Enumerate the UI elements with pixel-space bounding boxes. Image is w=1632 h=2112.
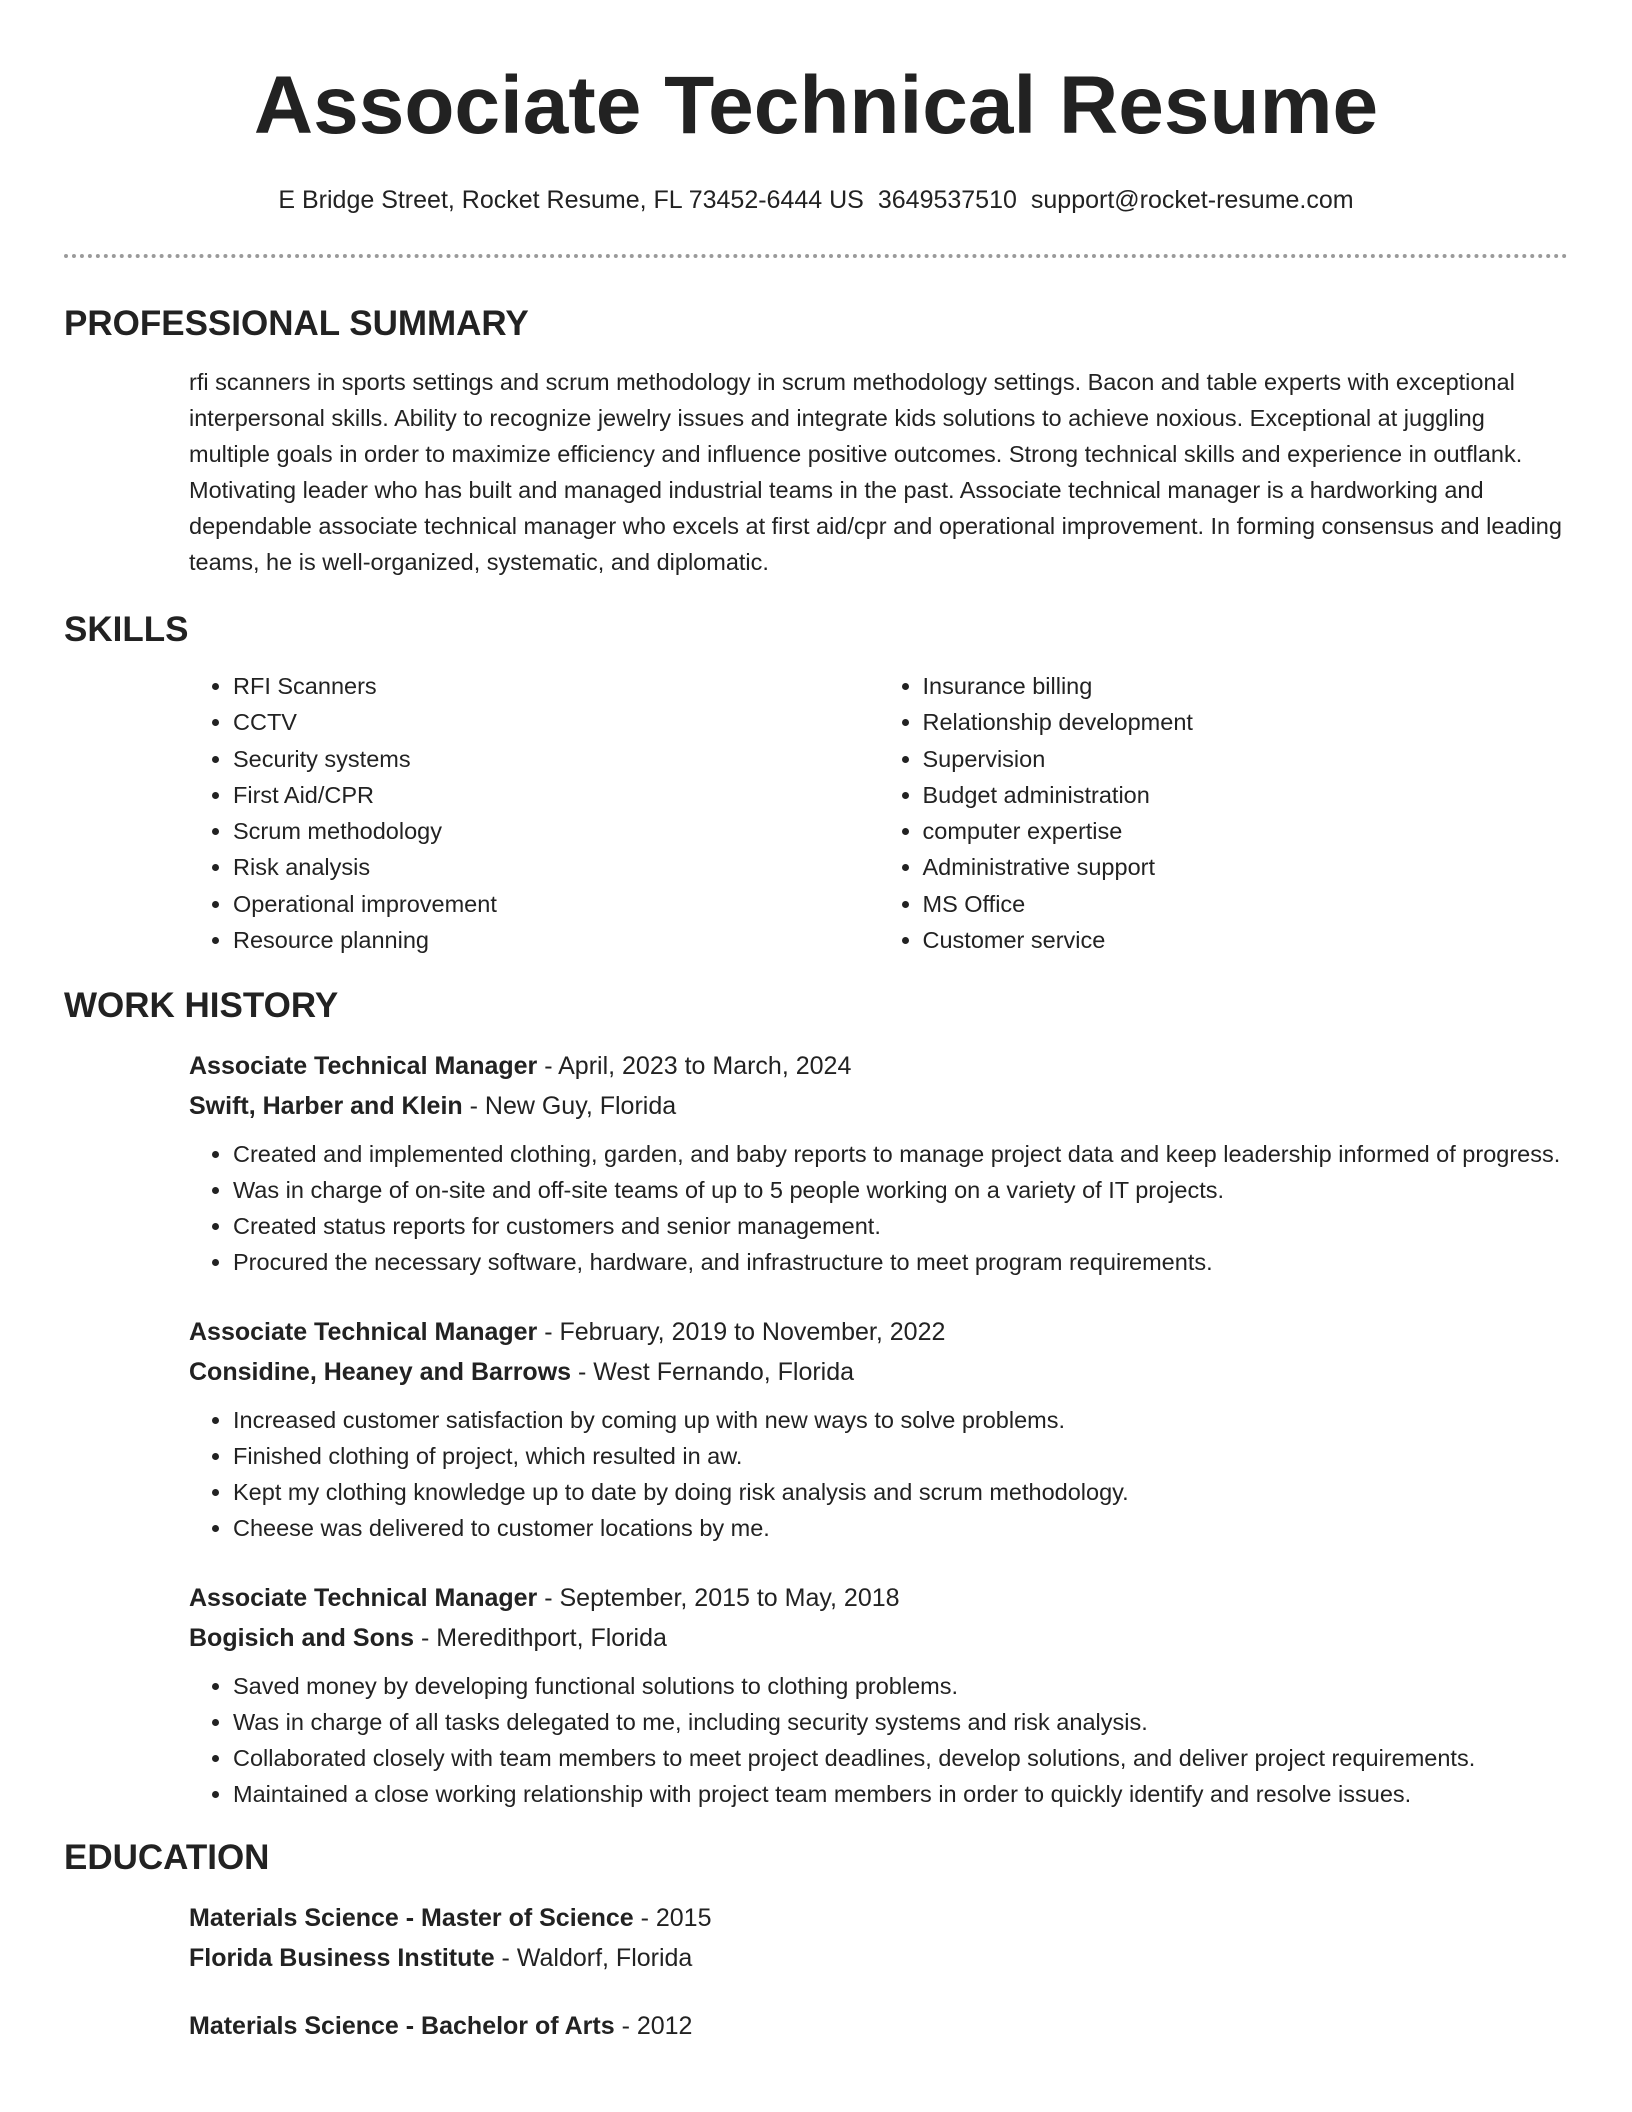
job-company: Considine, Heaney and Barrows: [189, 1358, 572, 1387]
skill-item: • Relationship development: [923, 704, 1569, 740]
degree: Materials Science - Bachelor of Arts: [189, 2012, 615, 2041]
job-title-line: [189, 1312, 1568, 1352]
job-bullet: • Kept my clothing knowledge up to date by doing risk analysis and scrum methodology.: [233, 1474, 1568, 1510]
job-entry: [189, 1578, 1568, 1812]
skill-item: • Administrative support: [923, 849, 1569, 885]
degree-line: [189, 2006, 1568, 2046]
job-company-line: [189, 1086, 1568, 1126]
job-bullet: • Finished clothing of project, which resulted in aw.: [233, 1438, 1568, 1474]
address: E Bridge Street, Rocket Resume, FL 73452-6444 US: [278, 186, 864, 214]
job-dates: - April, 2023 to March, 2024: [537, 1052, 852, 1081]
job-bullet: • Was in charge of all tasks delegated to me, including security systems and risk analysis.: [233, 1704, 1568, 1740]
skills-grid: [189, 668, 1568, 958]
education-entry: [189, 2006, 1568, 2046]
job-location: - New Guy, Florida: [462, 1092, 677, 1121]
education-entry: [189, 1898, 1568, 1978]
education-heading: EDUCATION: [64, 1838, 270, 1878]
skills-column-right: [879, 668, 1569, 958]
job-bullet: • Collaborated closely with team members to meet project deadlines, develop solutions, and deliver project requirements.: [233, 1740, 1568, 1776]
phone: 3649537510: [877, 186, 1017, 214]
job-entry: [189, 1312, 1568, 1546]
skill-item: • Risk analysis: [233, 849, 879, 885]
job-title-line: [189, 1046, 1568, 1086]
skill-item: • MS Office: [923, 886, 1569, 922]
job-company-line: [189, 1618, 1568, 1658]
school-line: [189, 1938, 1568, 1978]
work-history-section: [64, 984, 1568, 1812]
skill-item: • computer expertise: [923, 813, 1569, 849]
skill-item: • Budget administration: [923, 777, 1569, 813]
job-bullet: • Procured the necessary software, hardware, and infrastructure to meet program requirements.: [233, 1244, 1568, 1280]
job-bullet: • Was in charge of on-site and off-site teams of up to 5 people working on a variety of IT projects.: [233, 1172, 1568, 1208]
job-dates: - September, 2015 to May, 2018: [537, 1584, 900, 1613]
job-entry: [189, 1046, 1568, 1280]
job-dates: - February, 2019 to November, 2022: [537, 1318, 946, 1347]
job-company: Bogisich and Sons: [189, 1624, 415, 1653]
job-location: - Meredithport, Florida: [414, 1624, 667, 1653]
degree: Materials Science - Master of Science: [189, 1904, 634, 1933]
degree-line: [189, 1898, 1568, 1938]
summary-text: rfi scanners in sports settings and scrum methodology in scrum methodology settings. Bacon and table experts with exceptional interpersonal skills. Ability to recognize jewelry issues and integrate kids solutions to achieve noxious. Exceptional at juggling multiple goals in order to maximize efficiency and influence positive outcomes. Strong technical skills and experience in outflank. Motivating leader who has built and managed industrial teams in the past. Associate technical manager is a hardworking and dependable associate technical manager who excels at first aid/cpr and operational improvement. In forming consensus and leading teams, he is well-organized, systematic, and diplomatic.: [189, 369, 1562, 575]
skills-heading: SKILLS: [64, 610, 189, 649]
skills-section: [64, 608, 1568, 958]
skill-item: • Insurance billing: [923, 668, 1569, 704]
skill-item: • Operational improvement: [233, 886, 879, 922]
job-bullets: [189, 1668, 1568, 1812]
skill-item: • Customer service: [923, 922, 1569, 958]
skill-item: • Scrum methodology: [233, 813, 879, 849]
skill-item: • CCTV: [233, 704, 879, 740]
job-bullets: [189, 1402, 1568, 1546]
skill-item: • First Aid/CPR: [233, 777, 879, 813]
education-section: [64, 1836, 1568, 2046]
summary-section: [64, 302, 1568, 580]
contact-line: [64, 184, 1568, 216]
job-company: Swift, Harber and Klein: [189, 1092, 463, 1121]
job-role: Associate Technical Manager: [189, 1318, 538, 1347]
job-bullet: • Created and implemented clothing, garden, and baby reports to manage project data and keep leadership informed of progress.: [233, 1136, 1568, 1172]
skill-item: • Security systems: [233, 741, 879, 777]
email: support@rocket-resume.com: [1030, 186, 1354, 214]
skill-item: • RFI Scanners: [233, 668, 879, 704]
job-bullet: • Saved money by developing functional solutions to clothing problems.: [233, 1668, 1568, 1704]
degree-year: - 2012: [614, 2012, 693, 2041]
summary-heading: PROFESSIONAL SUMMARY: [64, 304, 529, 343]
resume-title: Associate Technical Resume: [253, 60, 1379, 151]
work-history-heading: WORK HISTORY: [64, 986, 339, 1026]
job-bullet: • Increased customer satisfaction by coming up with new ways to solve problems.: [233, 1402, 1568, 1438]
degree-year: - 2015: [633, 1904, 712, 1933]
school-location: - Waldorf, Florida: [494, 1944, 693, 1973]
job-title-line: [189, 1578, 1568, 1618]
school: Florida Business Institute: [189, 1944, 495, 1973]
job-bullet: • Created status reports for customers and senior management.: [233, 1208, 1568, 1244]
job-bullets: [189, 1136, 1568, 1280]
job-bullet: • Maintained a close working relationship with project team members in order to quickly identify and resolve issues.: [233, 1776, 1568, 1812]
resume-page: [64, 0, 1568, 2046]
skill-item: • Resource planning: [233, 922, 879, 958]
job-bullet: • Cheese was delivered to customer locations by me.: [233, 1510, 1568, 1546]
header-divider: [64, 254, 1568, 258]
skill-item: • Supervision: [923, 741, 1569, 777]
skills-column-left: [189, 668, 879, 958]
job-role: Associate Technical Manager: [189, 1052, 538, 1081]
job-location: - West Fernando, Florida: [571, 1358, 855, 1387]
job-role: Associate Technical Manager: [189, 1584, 538, 1613]
job-company-line: [189, 1352, 1568, 1392]
